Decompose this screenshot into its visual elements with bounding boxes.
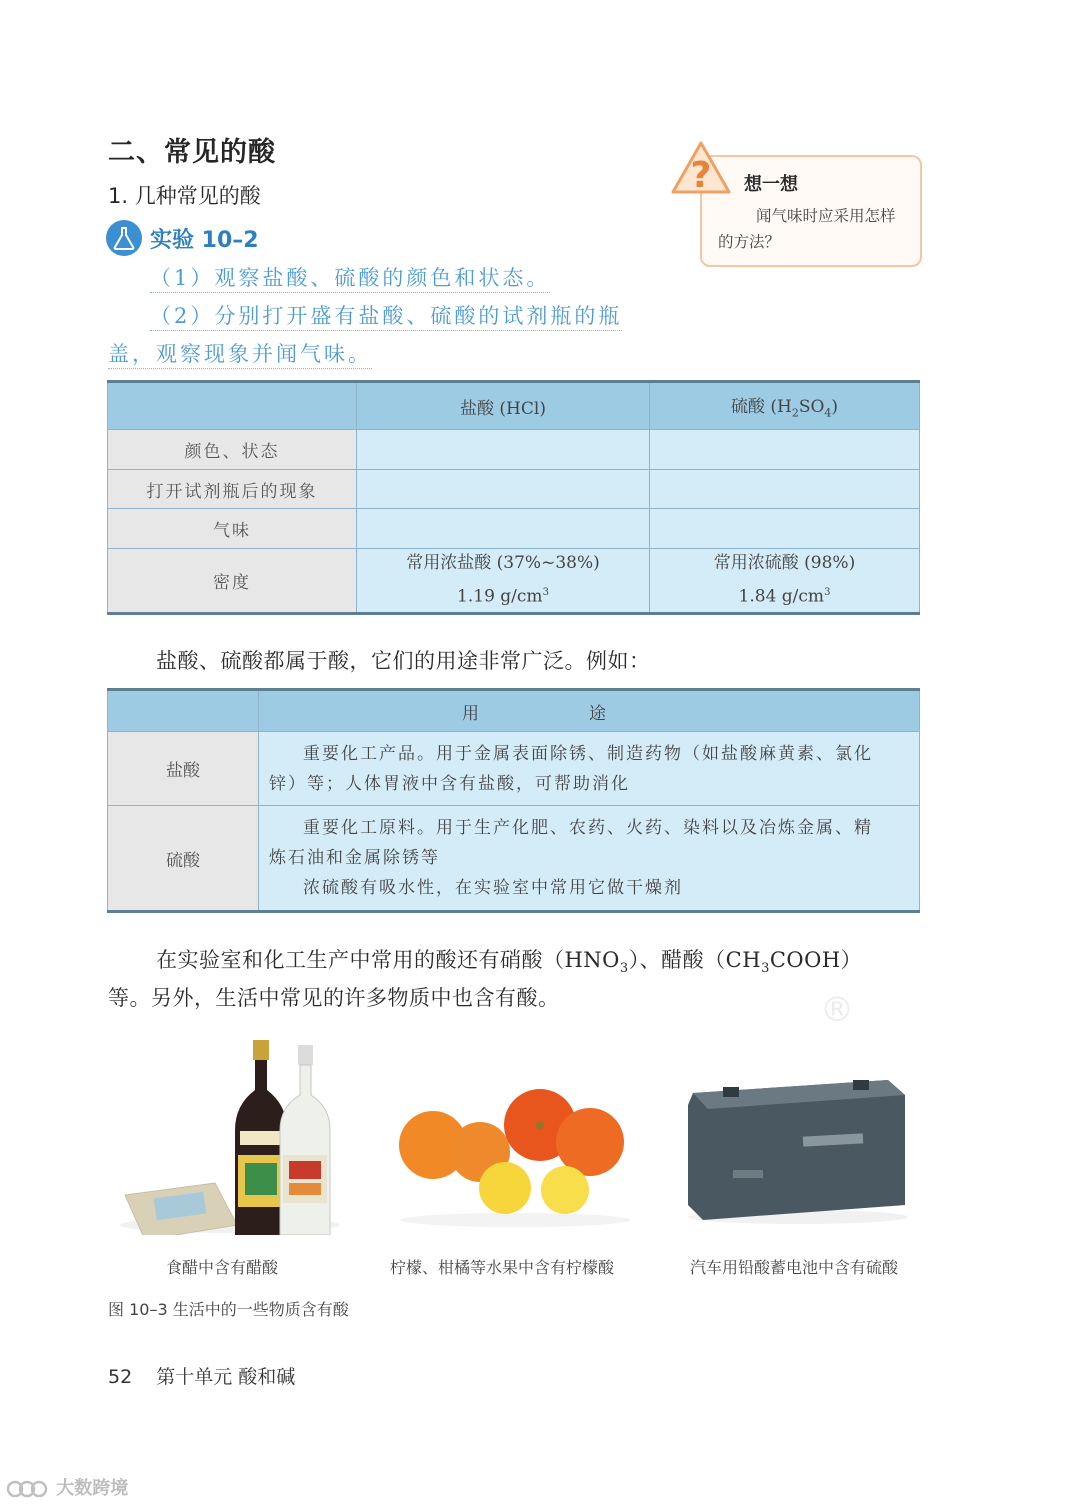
caption-citrus: 柠檬、柑橘等水果中含有柠檬酸 — [390, 1258, 615, 1277]
table-row — [108, 430, 920, 470]
table-header-empty — [108, 690, 259, 732]
experiment-header — [106, 220, 259, 256]
citrus-fruits-image — [395, 1080, 635, 1230]
paragraph-other-acids-cont: 等。另外，生活中常见的许多物质中也含有酸。 — [108, 986, 560, 1010]
registered-watermark: ® — [820, 990, 854, 1030]
table-header-uses: 用途 — [259, 690, 920, 732]
flask-icon — [106, 220, 142, 256]
table-cell — [357, 430, 650, 470]
figure-title: 图 10–3 生活中的一些物质含有酸 — [108, 1300, 349, 1319]
row-label: 硫酸 — [108, 806, 259, 912]
page-number: 52 — [108, 1366, 133, 1388]
paragraph-other-acids: 在实验室和化工生产中常用的酸还有硝酸$(HNO_3)$、醋酸$(CH_3COOH)$ — [156, 948, 863, 977]
section-title: 二、常见的酸 — [108, 137, 276, 168]
question-warning-icon — [670, 140, 732, 200]
brand-logo-icon — [6, 1478, 50, 1500]
table-cell — [357, 470, 650, 509]
experiment-title: 实验 10–2 — [150, 227, 259, 253]
acid-uses-table — [107, 688, 920, 913]
table-row — [108, 470, 920, 509]
page-footer — [108, 1362, 295, 1389]
table-cell — [650, 430, 920, 470]
unit-title: 第十单元 酸和碱 — [156, 1366, 296, 1388]
row-label: 打开试剂瓶后的现象 — [108, 470, 357, 509]
table-cell — [650, 470, 920, 509]
row-label: 密度 — [108, 549, 357, 614]
sub-title: 1. 几种常见的酸 — [108, 184, 261, 208]
row-label: 气味 — [108, 509, 357, 549]
paragraph-uses-intro: 盐酸、硫酸都属于酸，它们的用途非常广泛。例如： — [156, 649, 651, 673]
think-title: 想一想 — [744, 174, 798, 195]
row-label: 盐酸 — [108, 732, 259, 806]
experiment-step-1: （1）观察盐酸、硫酸的颜色和状态。 — [150, 262, 550, 292]
experiment-step-2: （2）分别打开盛有盐酸、硫酸的试剂瓶的瓶 — [150, 300, 622, 330]
h2so4-uses: 重要化工原料。用于生产化肥、农药、火药、染料以及冶炼金属、精 炼石油和金属除锈等 浓硫酸有吸水性，在实验室中常用它做干燥剂 — [259, 806, 920, 912]
hcl-density: 常用浓盐酸 (37%~38%) 1.19 $g/cm^3$ — [357, 549, 650, 614]
table-row-h2so4 — [108, 806, 920, 912]
table-header-empty — [108, 382, 357, 430]
think-text: 闻气味时应采用怎样的方法？ — [718, 207, 896, 251]
experiment-step-2-cont: 盖，观察现象并闻气味。 — [108, 338, 372, 368]
acid-properties-table — [107, 380, 920, 615]
table-cell — [357, 509, 650, 549]
hcl-uses: 重要化工产品。用于金属表面除锈、制造药物（如盐酸麻黄素、氯化 锌）等；人体胃液中含有盐酸，可帮助消化 — [259, 732, 920, 806]
caption-battery: 汽车用铅酸蓄电池中含有硫酸 — [690, 1258, 899, 1277]
table-row — [108, 509, 920, 549]
table-row-hcl — [108, 732, 920, 806]
lead-acid-battery-image — [683, 1075, 913, 1225]
vinegar-bottles-image — [115, 1035, 345, 1235]
row-label: 颜色、状态 — [108, 430, 357, 470]
h2so4-density: 常用浓硫酸 (98%) 1.84 $g/cm^3$ — [650, 549, 920, 614]
brand-watermark: 大数跨境 — [6, 1474, 128, 1500]
caption-vinegar: 食醋中含有醋酸 — [166, 1258, 279, 1277]
table-row-density — [108, 549, 920, 614]
svg-text:?: ? — [690, 155, 712, 196]
table-header-h2so4: 硫酸 $(H_2SO_4)$ — [650, 382, 920, 430]
table-cell — [650, 509, 920, 549]
table-header-hcl: 盐酸 (HCl) — [357, 382, 650, 430]
